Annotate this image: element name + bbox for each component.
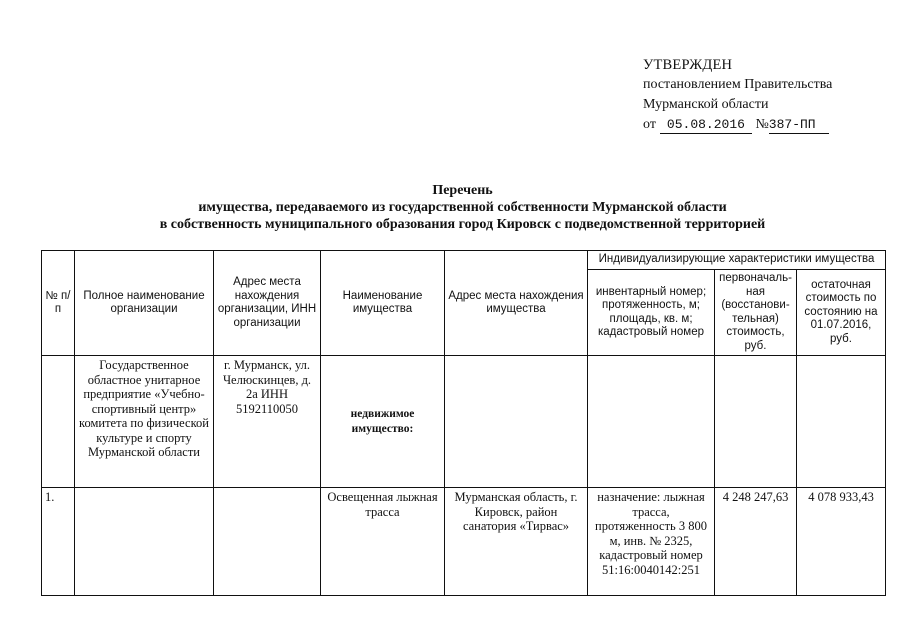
- cell-row-org-address: [214, 488, 321, 596]
- cell-org-initial-cost: [715, 356, 797, 488]
- header-org-address: Адрес места нахождения организации, ИНН организации: [214, 251, 321, 356]
- header-initial-cost: первоначаль-ная (восстанови-тельная) стоимость, руб.: [715, 270, 797, 356]
- header-characteristics-group: Индивидуализирующие характеристики имущества: [588, 251, 886, 270]
- cell-org-num: [42, 356, 75, 488]
- title-line-3: в собственность муниципального образования город Кировск с подведомственной территорией: [159, 217, 766, 232]
- approval-stamp: [643, 55, 883, 135]
- cell-row-num: 1.: [42, 488, 75, 596]
- header-num: № п/п: [42, 251, 75, 356]
- header-row-1: [42, 251, 886, 270]
- header-property-name: Наименование имущества: [321, 251, 445, 356]
- title-line-1: Перечень: [432, 183, 493, 198]
- header-org-name: Полное наименование организации: [75, 251, 214, 356]
- cell-org-inventory: [588, 356, 715, 488]
- table-row: [42, 488, 886, 596]
- cell-row-residual-cost: 4 078 933,43: [797, 488, 886, 596]
- cell-org-property-address: [445, 356, 588, 488]
- approval-heading: УТВЕРЖДЕН: [643, 57, 733, 73]
- cell-org-residual-cost: [797, 356, 886, 488]
- approval-line-1: постановлением Правительства: [643, 77, 833, 92]
- approval-line-2: Мурманской области: [643, 97, 769, 112]
- cell-row-property-name: Освещенная лыжная трасса: [321, 488, 445, 596]
- header-property-address: Адрес места нахождения имущества: [445, 251, 588, 356]
- header-inventory: инвентарный номер; протяженность, м; площадь, кв. м; кадастровый номер: [588, 270, 715, 356]
- approval-date-prefix: от: [643, 117, 656, 132]
- cell-row-property-address: Мурманская область, г. Кировск, район санатория «Тирвас»: [445, 488, 588, 596]
- cell-property-type: недвижимое имущество:: [321, 356, 445, 488]
- title-line-2: имущества, передаваемого из государственной собственности Мурманской области: [198, 200, 727, 215]
- cell-org-address: г. Мурманск, ул. Челюскинцев, д. 2а ИНН 5192110050: [214, 356, 321, 488]
- approval-date: 05.08.2016: [660, 117, 752, 134]
- cell-org-name: Государственное областное унитарное предприятие «Учебно-спортивный центр» комитета по физической культуре и спорту Мурманской области: [75, 356, 214, 488]
- table-row-organization: [42, 356, 886, 488]
- approval-date-line: [643, 115, 883, 135]
- document-title: [40, 182, 885, 233]
- cell-row-initial-cost: 4 248 247,63: [715, 488, 797, 596]
- approval-number-prefix: №: [755, 117, 769, 132]
- cell-row-inventory: назначение: лыжная трасса, протяженность 3 800 м, инв. № 2325, кадастровый номер 51:16:0040142:251: [588, 488, 715, 596]
- header-residual-cost: остаточная стоимость по состоянию на 01.07.2016, руб.: [797, 270, 886, 356]
- property-table: [41, 250, 886, 596]
- approval-number: 387-ПП: [769, 117, 829, 134]
- cell-row-org-name: [75, 488, 214, 596]
